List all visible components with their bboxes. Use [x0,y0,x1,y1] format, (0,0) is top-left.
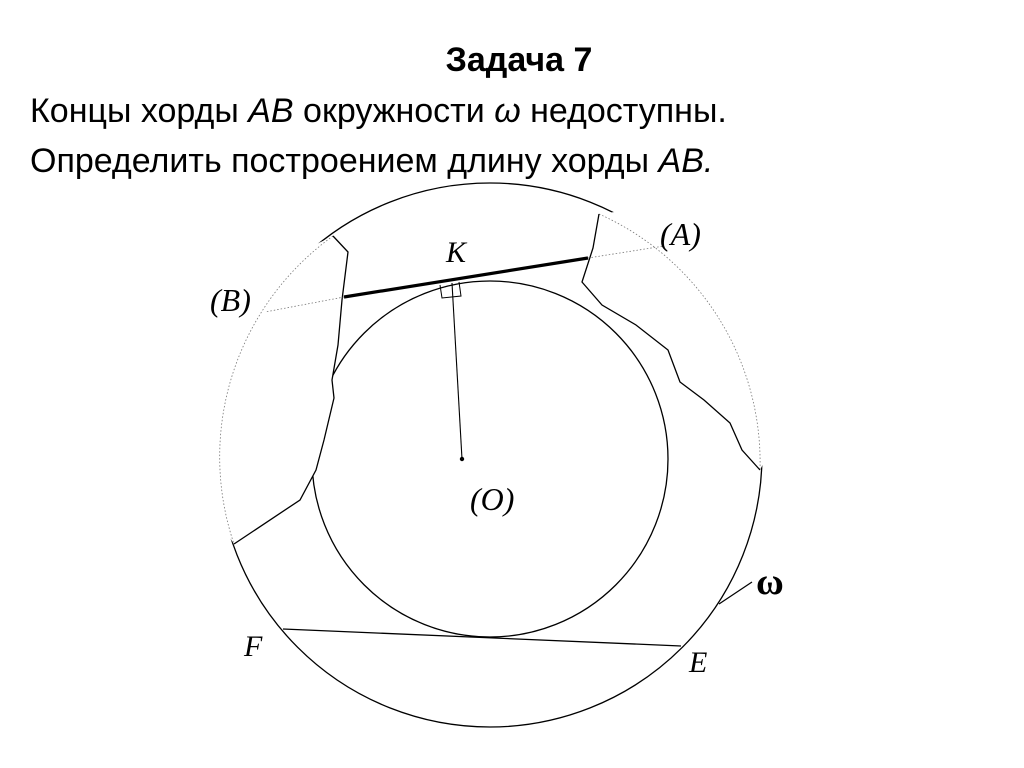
circle-name: ω [494,92,521,130]
center-point-o [460,457,464,461]
statement-text: Концы хорды [30,92,249,130]
statement-text: окружности [293,92,495,130]
perpendicular-ok [452,283,462,459]
label-b: (B) [210,282,251,318]
statement-text: недоступны. [520,92,727,130]
label-f: F [244,630,263,663]
chord-name: AB [248,92,294,130]
label-k: K [446,236,467,269]
statement-text: Определить построением длину хорды [30,142,659,180]
slide-title: Задача 7 [445,41,593,79]
chord-name: AB. [658,142,714,180]
label-omega: ω [756,561,784,603]
chord-fe [283,629,681,646]
label-a: (A) [660,216,701,252]
label-o: (O) [470,481,515,517]
inner-circle [312,281,668,637]
label-e: E [689,646,708,679]
